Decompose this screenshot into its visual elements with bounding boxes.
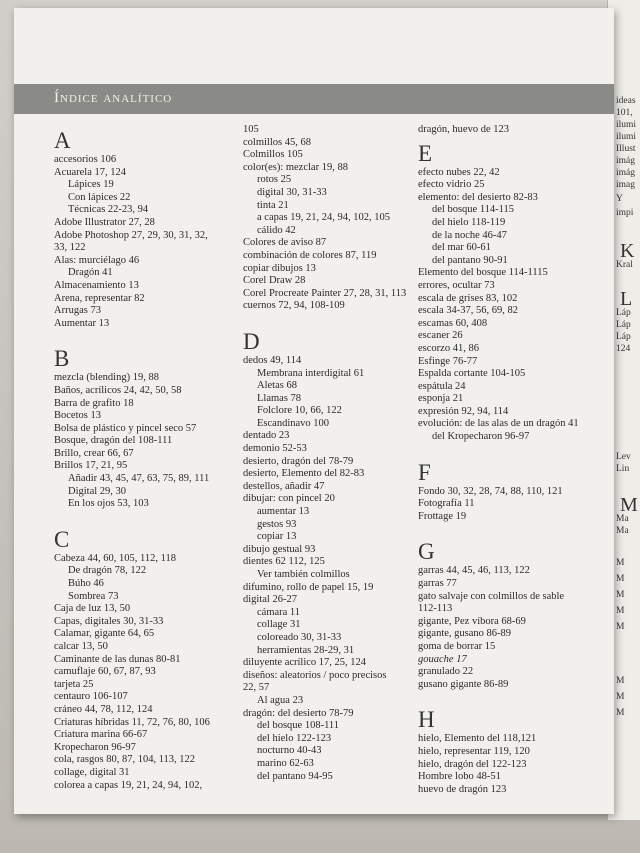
index-entry: Fotografía 11	[418, 498, 475, 510]
index-entry: gouache 17	[418, 653, 467, 665]
index-subentry: herramientas 28-29, 31	[257, 644, 355, 656]
index-entry: combinación de colores 87, 119	[243, 249, 377, 261]
facing-page-fragment: Lin	[616, 464, 630, 474]
index-entry: dientes 62 112, 125	[243, 556, 325, 568]
index-entry: camuflaje 60, 67, 87, 93	[54, 666, 156, 678]
facing-page-fragment: Láp	[616, 308, 631, 318]
index-entry: mezcla (blending) 19, 88	[54, 372, 159, 384]
facing-page-fragment: M	[616, 622, 625, 632]
index-entry: copiar dibujos 13	[243, 262, 316, 274]
index-entry: Esfinge 76-77	[418, 355, 478, 367]
index-entry: dragón: del desierto 78-79	[243, 707, 354, 719]
index-entry: dedos 49, 114	[243, 354, 302, 366]
index-entry: colorea a capas 19, 21, 24, 94, 102,	[54, 779, 203, 791]
index-entry: destellos, añadir 47	[243, 480, 325, 492]
index-subentry: digital 30, 31-33	[257, 186, 327, 198]
facing-page-fragment: imág	[616, 168, 635, 178]
section-gap	[418, 691, 598, 703]
index-entry: granulado 22	[418, 666, 474, 678]
index-subentry: collage 31	[257, 619, 301, 631]
facing-page-fragment: Lev	[616, 452, 631, 462]
index-entry: goma de borrar 15	[418, 641, 496, 652]
index-entry: 33, 122	[54, 242, 86, 254]
index-entry: digital 26-27	[243, 594, 297, 606]
index-subentry: Ver también colmillos	[257, 569, 350, 580]
index-subentry: Lápices 19	[68, 179, 114, 191]
index-entry: Bocetos 13	[54, 410, 101, 422]
index-entry: Bosque, dragón del 108-111	[54, 435, 173, 447]
index-entry: hielo, representar 119, 120	[418, 745, 530, 757]
index-entry: Frottage 19	[418, 510, 467, 522]
facing-page-fragment: Ma	[616, 526, 629, 536]
section-letter: F	[418, 459, 431, 485]
facing-page-fragment: 124	[616, 344, 631, 354]
index-entry: efecto vidrio 25	[418, 179, 485, 191]
index-entry: Criatura marina 66-67	[54, 729, 148, 741]
index-subentry: del bosque 114-115	[432, 204, 515, 216]
index-subentry: a capas 19, 21, 24, 94, 102, 105	[257, 212, 390, 224]
section-letter: E	[418, 140, 433, 166]
index-entry: Espalda cortante 104-105	[418, 368, 526, 380]
index-entry: centauro 106-107	[54, 691, 128, 703]
index-subentry: del pantano 90-91	[432, 254, 508, 266]
index-entry: Elemento del bosque 114-1115	[418, 267, 548, 279]
index-entry: escaner 26	[418, 330, 463, 342]
index-subentry: tinta 21	[257, 199, 289, 211]
index-entry: diluyente acrílico 17, 25, 124	[243, 657, 367, 669]
section-letter: G	[418, 539, 435, 565]
index-entry: gusano gigante 86-89	[418, 678, 509, 690]
index-entry: difumino, rollo de papel 15, 19	[243, 581, 374, 593]
section-letter: D	[243, 328, 260, 354]
index-entry: Criaturas híbridas 11, 72, 76, 80, 106	[54, 716, 210, 728]
facing-page-fragment: M	[616, 590, 625, 600]
facing-page-fragment: M	[620, 494, 638, 516]
index-entry: Alas: murciélago 46	[54, 254, 140, 266]
index-subentry: del hielo 122-123	[257, 732, 332, 744]
facing-page-fragment: K	[620, 240, 635, 262]
facing-page-fragment: M	[616, 708, 625, 718]
index-entry: Corel Draw 28	[243, 275, 306, 287]
index-entry: Aumentar 13	[54, 317, 110, 329]
index-entry: Colmillos 105	[243, 149, 303, 161]
index-entry: efecto nubes 22, 42	[418, 166, 500, 178]
section-gap	[418, 444, 598, 456]
index-entry: desierto, Elemento del 82-83	[243, 468, 365, 480]
index-subentry: Membrana interdigital 61	[257, 367, 365, 379]
index-entry: calcar 13, 50	[54, 641, 108, 652]
index-entry: evolución: de las alas de un dragón 41	[418, 418, 579, 430]
facing-page-fragment: M	[616, 558, 625, 568]
index-entry: Cabeza 44, 60, 105, 112, 118	[54, 552, 176, 564]
index-entry: escala de grises 83, 102	[418, 292, 518, 304]
index-entry: Barra de grafito 18	[54, 397, 134, 409]
index-entry: garras 44, 45, 46, 113, 122	[418, 565, 530, 577]
index-entry: huevo de dragón 123	[418, 783, 507, 795]
index-subentry: rotos 25	[257, 174, 292, 186]
index-entry: dibujar: con pincel 20	[243, 493, 335, 505]
facing-page-fragment: L	[620, 288, 633, 310]
index-entry: escala 34-37, 56, 69, 82	[418, 305, 519, 317]
index-subentry: del Kropecharon 96-97	[432, 431, 530, 443]
section-gap	[243, 313, 415, 325]
index-subentry: del hielo 118-119	[432, 216, 506, 228]
index-subentry: Al agua 23	[257, 694, 304, 706]
index-entry: cola, rasgos 80, 87, 104, 113, 122	[54, 754, 196, 766]
index-entry: Caminante de las dunas 80-81	[54, 653, 181, 665]
section-gap	[54, 330, 234, 342]
index-entry: espátula 24	[418, 380, 466, 392]
index-entry: 22, 57	[243, 682, 270, 694]
index-entry: hielo, dragón del 122-123	[418, 758, 527, 770]
section-letter: B	[54, 346, 70, 372]
facing-page-fragment: M	[616, 574, 625, 584]
index-entry: accesorios 106	[54, 154, 117, 165]
index-column-1	[54, 124, 234, 792]
index-subentry: Con lápices 22	[68, 191, 131, 203]
index-entry: color(es): mezclar 19, 88	[243, 161, 348, 173]
index-subentry: Sombrea 73	[68, 590, 119, 602]
index-subentry: gestos 93	[257, 518, 297, 530]
page-title: Índice analítico	[54, 90, 173, 106]
index-entry: Brillos 17, 21, 95	[54, 460, 128, 472]
facing-page-fragment: Y	[616, 194, 623, 204]
index-entry: gato salvaje con colmillos de sable	[418, 590, 565, 602]
index-entry: diseños: aleatorios / poco precisos	[243, 669, 387, 681]
index-entry: errores, ocultar 73	[418, 279, 495, 291]
index-entry: dentado 23	[243, 430, 290, 442]
index-entry: cuernos 72, 94, 108-109	[243, 300, 345, 312]
index-entry: expresión 92, 94, 114	[418, 405, 509, 417]
index-subentry: aumentar 13	[257, 506, 310, 518]
index-entry: Baños, acrílicos 24, 42, 50, 58	[54, 384, 182, 396]
facing-page-fragment: Illust	[616, 144, 636, 154]
section-letter: C	[54, 526, 70, 552]
index-subentry: Técnicas 22-23, 94	[68, 204, 149, 216]
section-gap	[418, 523, 598, 535]
index-entry: Corel Procreate Painter 27, 28, 31, 113	[243, 287, 407, 299]
index-column-3	[418, 124, 598, 796]
index-entry: 105	[243, 124, 259, 135]
index-entry: cráneo 44, 78, 112, 124	[54, 703, 153, 715]
facing-page-fragment: imág	[616, 156, 635, 166]
index-entry: dragón, huevo de 123	[418, 124, 509, 135]
index-subentry: Digital 29, 30	[68, 485, 127, 497]
index-entry: Acuarela 17, 124	[54, 166, 127, 178]
index-subentry: marino 62-63	[257, 757, 314, 769]
index-entry: escamas 60, 408	[418, 317, 488, 329]
index-entry: Arena, representar 82	[54, 292, 145, 304]
section-letter: H	[418, 707, 435, 733]
index-subentry: cámara 11	[257, 606, 301, 618]
index-subentry: Escandinavo 100	[257, 417, 330, 429]
index-subentry: copiar 13	[257, 531, 297, 543]
facing-page-fragment: impi	[616, 208, 634, 218]
index-subentry: Aletas 68	[257, 380, 297, 392]
index-entry: Calamar, gigante 64, 65	[54, 628, 155, 640]
facing-page-fragment: imag	[616, 180, 635, 190]
index-entry: desierto, dragón del 78-79	[243, 455, 354, 467]
index-entry: escorzo 41, 86	[418, 342, 479, 354]
index-entry: collage, digital 31	[54, 766, 130, 778]
index-subentry: cálido 42	[257, 224, 296, 236]
index-entry: Capas, digitales 30, 31-33	[54, 615, 164, 627]
facing-page-fragment: 101,	[616, 108, 633, 118]
index-entry: Bolsa de plástico y pincel seco 57	[54, 422, 197, 434]
facing-page-fragment: Láp	[616, 320, 631, 330]
facing-page-fragment: ideas	[616, 96, 636, 106]
index-entry: Fondo 30, 32, 28, 74, 88, 110, 121	[418, 485, 563, 497]
index-subentry: Búho 46	[68, 578, 104, 590]
index-entry: dibujo gestual 93	[243, 543, 316, 555]
index-entry: Almacenamiento 13	[54, 279, 139, 291]
index-subentry: Folclore 10, 66, 122	[257, 405, 342, 417]
index-entry: 112-113	[418, 603, 453, 615]
index-subentry: Añadir 43, 45, 47, 63, 75, 89, 111	[68, 473, 210, 485]
index-entry: Arrugas 73	[54, 305, 101, 317]
facing-page-fragment: Ma	[616, 514, 629, 524]
index-column-2	[243, 124, 415, 783]
section-gap	[54, 511, 234, 523]
facing-page-fragment: Láp	[616, 332, 631, 342]
index-subentry: de la noche 46-47	[432, 229, 507, 241]
index-subentry: del mar 60-61	[432, 242, 491, 254]
facing-page-fragment: ilumi	[616, 132, 637, 142]
index-subentry: En los ojos 53, 103	[68, 498, 149, 510]
index-entry: Adobe Illustrator 27, 28	[54, 216, 155, 228]
index-entry: Adobe Photoshop 27, 29, 30, 31, 32,	[54, 229, 208, 241]
facing-page-fragment: Kral	[616, 260, 633, 270]
index-entry: Brillo, crear 66, 67	[54, 447, 134, 459]
index-subentry: Llamas 78	[257, 392, 302, 404]
index-entry: garras 77	[418, 578, 457, 590]
index-entry: esponja 21	[418, 393, 464, 405]
facing-page-fragment: M	[616, 692, 625, 702]
index-subentry: Dragón 41	[68, 267, 113, 279]
index-entry: hielo, Elemento del 118,121	[418, 733, 537, 745]
index-entry: colmillos 45, 68	[243, 136, 311, 148]
index-subentry: nocturno 40-43	[257, 745, 322, 757]
facing-page-fragment: M	[616, 606, 625, 616]
index-entry: elemento: del desierto 82-83	[418, 191, 538, 203]
index-entry: gigante, gusano 86-89	[418, 628, 512, 640]
index-entry: Hombre lobo 48-51	[418, 771, 501, 783]
index-entry: tarjeta 25	[54, 678, 94, 690]
facing-page-fragment: ilumi	[616, 120, 637, 130]
index-entry: demonio 52-53	[243, 443, 307, 455]
index-entry: Kropecharon 96-97	[54, 741, 136, 753]
index-entry: gigante, Pez víbora 68-69	[418, 615, 526, 627]
index-entry: Colores de aviso 87	[243, 237, 327, 249]
index-entry: Caja de luz 13, 50	[54, 603, 131, 615]
index-subentry: De dragón 78, 122	[68, 565, 147, 577]
index-subentry: del bosque 108-111	[257, 720, 340, 732]
facing-page-fragment: M	[616, 676, 625, 686]
index-subentry: del pantano 94-95	[257, 770, 333, 782]
section-letter: A	[54, 128, 71, 153]
index-subentry: coloreado 30, 31-33	[257, 631, 342, 643]
